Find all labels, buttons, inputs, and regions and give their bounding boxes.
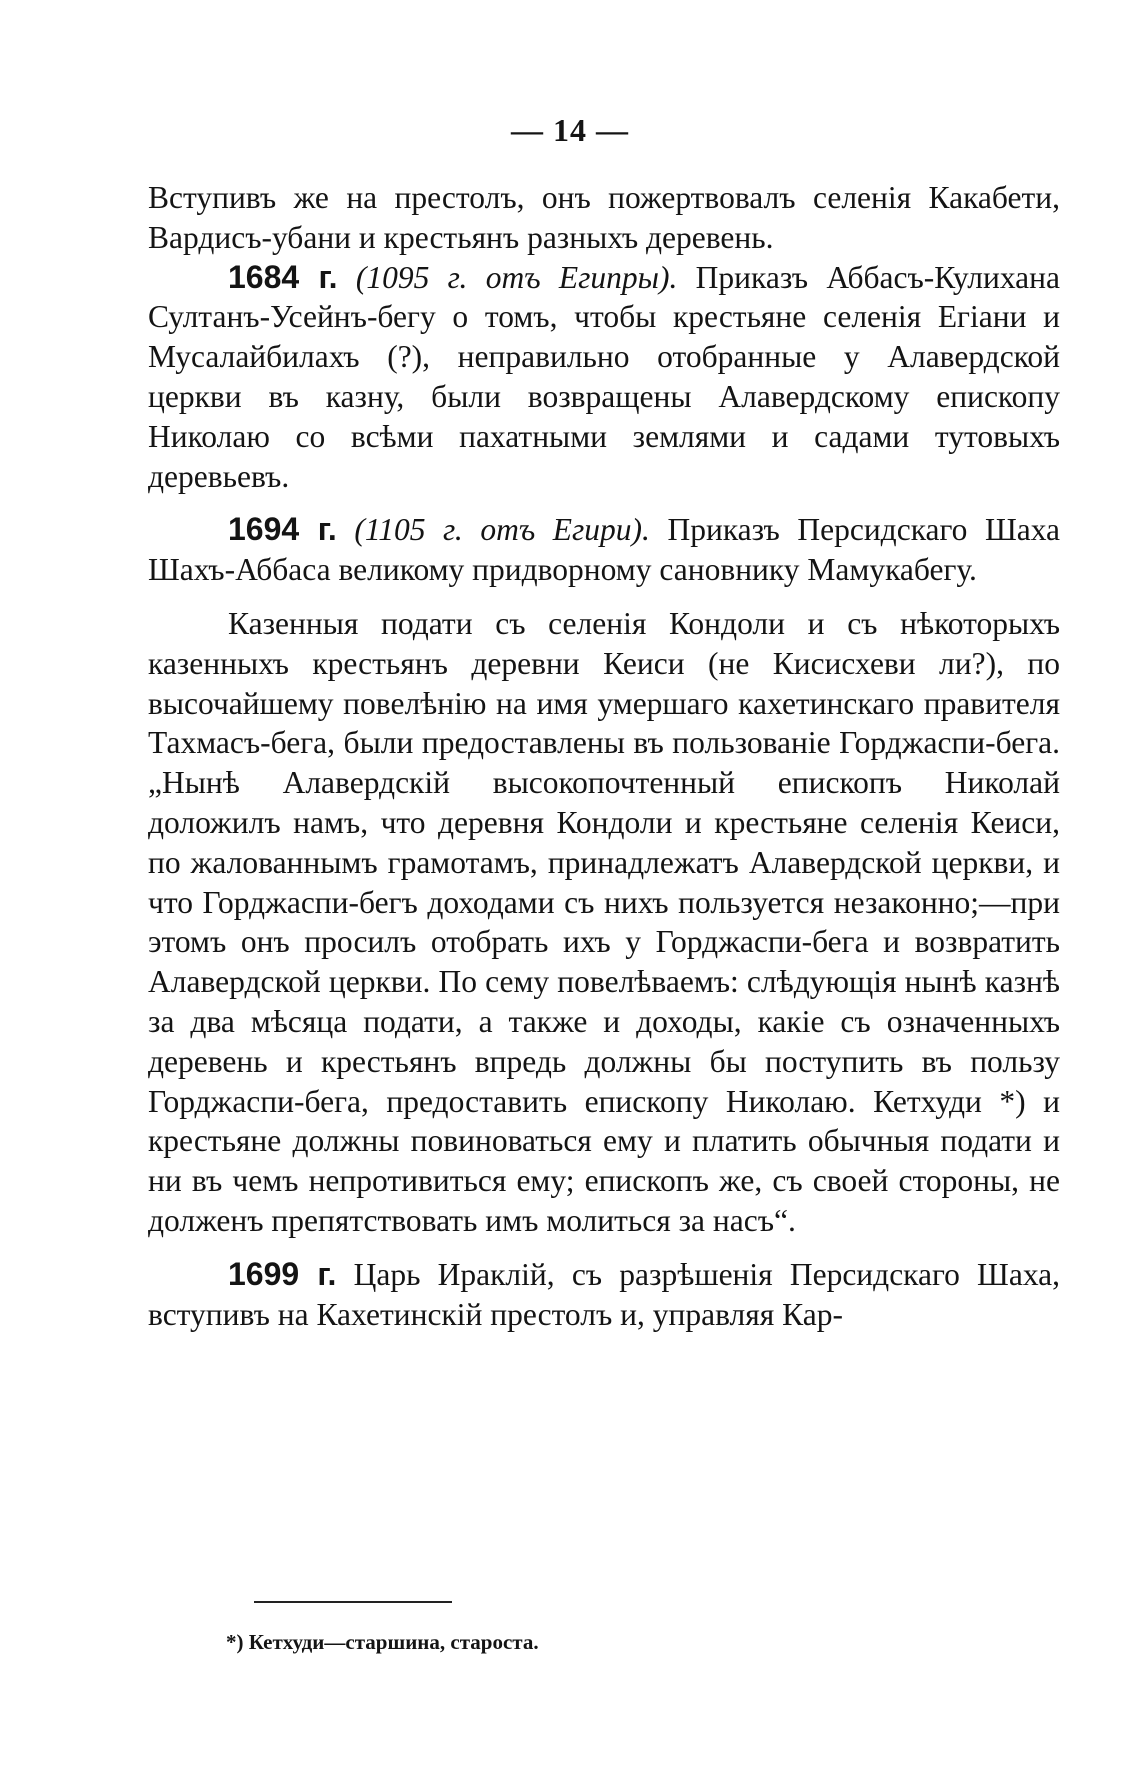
paragraph-1684 bbox=[148, 258, 1060, 497]
hijri-date: (1095 г. отъ Египры). bbox=[355, 259, 678, 295]
paragraph-1694 bbox=[148, 510, 1060, 590]
footnote: *) Кетхуди—старшина, староста. bbox=[226, 1630, 539, 1654]
body-text bbox=[148, 178, 1060, 1334]
paragraph-1699 bbox=[148, 1255, 1060, 1335]
footnote-divider bbox=[254, 1601, 452, 1603]
paragraph-decree bbox=[148, 604, 1060, 1241]
year-heading: 1699 г. bbox=[228, 1255, 337, 1292]
paragraph-text: Царь Ираклій, съ разрѣшенія Персидскаго Шаха, вступивъ на Кахетинскій престолъ и, управляя Кар- bbox=[148, 1256, 1061, 1332]
year-heading: 1684 г. bbox=[228, 258, 338, 295]
paragraph-accession bbox=[148, 178, 1060, 258]
paragraph-text: Приказъ Аббасъ-Кулихана Султанъ-Усейнъ-бегу о томъ, чтобы крестьяне селенія Егіани и Мусалайбилахъ (?), неправильно отобранные у Алавердской церкви въ казну, были возвращены Алавердскому епископу Николаю со всѣми пахатными землями и садами тутовыхъ деревьевъ. bbox=[148, 259, 1060, 494]
paragraph-text: Вступивъ же на престолъ, онъ пожертвовалъ селенія Какабети, Вардисъ-убани и крестьянъ разныхъ деревень. bbox=[148, 180, 1060, 255]
hijri-date: (1105 г. отъ Егири). bbox=[354, 512, 650, 548]
paragraph-text: Казенныя подати съ селенія Кондоли и съ нѣкоторыхъ казенныхъ крестьянъ деревни Кеиси (не Кисисхеви ли?), по высочайшему повелѣнію на имя умершаго кахетинскаго правителя Тахмасъ-бега, были предоставлены въ пользованіе Горджаспи-бега. „Нынѣ Алавердскій высокопочтенный епископъ Николай доложилъ намъ, что деревня Кондоли и крестьяне селенія Кеиси, по жалованнымъ грамотамъ, принадлежатъ Алавердской церкви, и что Горджаспи-бегъ доходами съ нихъ пользуется незаконно;—при этомъ онъ просилъ отобрать ихъ у Горджаспи-бега и возвратить Алавердской церкви. По сему повелѣваемъ: слѣдующія нынѣ казнѣ за два мѣсяца подати, а также и доходы, какіе съ означенныхъ деревень и крестьянъ впредь должны бы поступить въ пользу Горджаспи-бега, предоставить епископу Николаю. Кетхуди *) и крестьяне должны повиноваться ему и платить обычныя подати и ни въ чемъ непротивиться ему; епископъ же, съ своей стороны, не долженъ препятствовать имъ молиться за насъ“. bbox=[148, 605, 1060, 1238]
year-heading: 1694 г. bbox=[228, 511, 337, 548]
page-number: — 14 — bbox=[511, 112, 629, 148]
paragraph-text: Приказъ Персидскаго Шаха Шахъ-Аббаса великому придворному сановнику Мамукабегу. bbox=[148, 512, 1061, 588]
